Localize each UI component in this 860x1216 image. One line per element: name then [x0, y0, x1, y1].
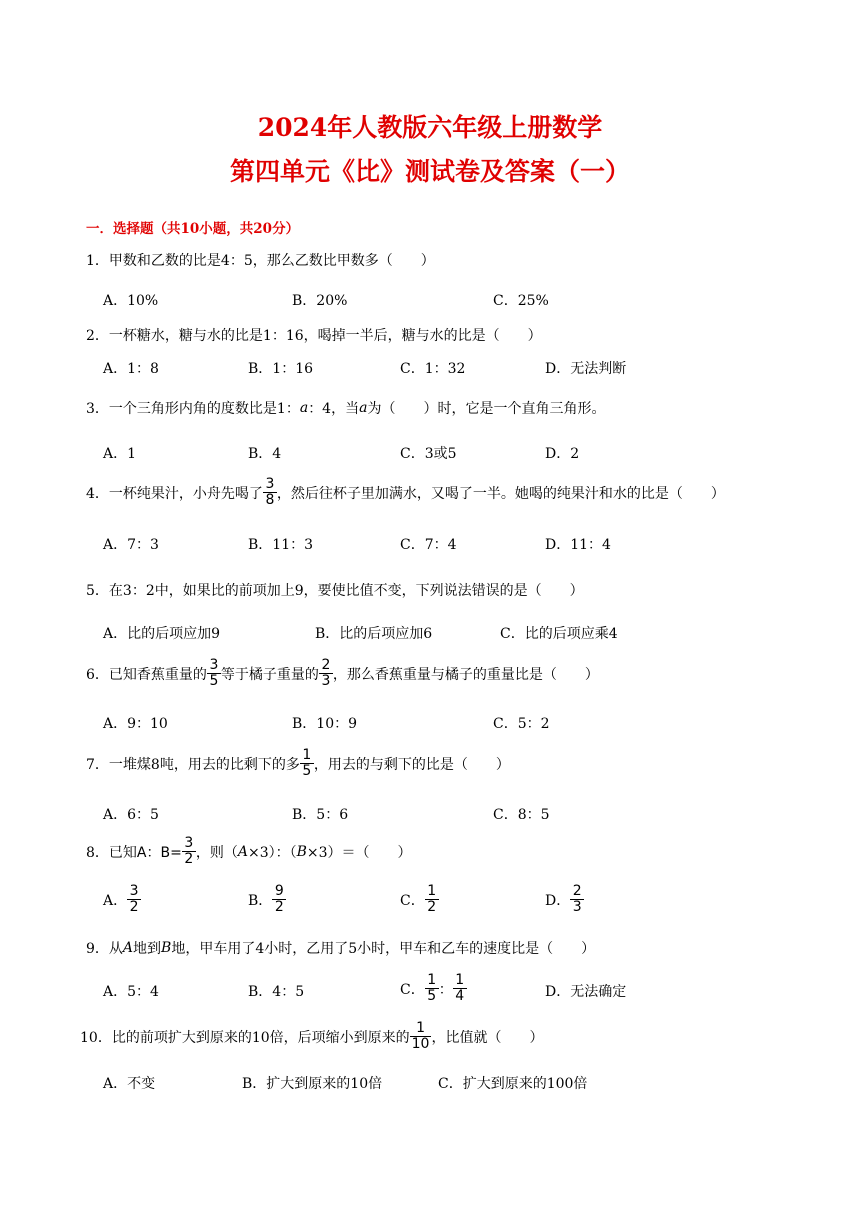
option-3a[interactable]: A．1	[103, 446, 137, 462]
option-6b[interactable]: B．10：9	[292, 716, 358, 732]
option-3d[interactable]: D．2	[545, 446, 580, 462]
question-9: 9．从 A 地到 B 地，甲车用了4小时，乙用了5小时，甲车和乙车的速度比是（ ）	[86, 940, 596, 957]
question-7: 7．一堆煤8吨，用去的比剩下的多 $\frac{1}{5}$ ，用去的与剩下的比是（ ）	[86, 747, 510, 779]
question-3: 3．一个三角形内角的度数比是1： a ：4，当 a 为（ ）时，它是一个直角三角形。	[86, 400, 606, 417]
fraction: $\frac{3}{2}$	[183, 836, 195, 867]
fraction: $\frac{2}{3}$	[320, 658, 332, 689]
option-2d[interactable]: D．无法判断	[545, 361, 627, 377]
option-9a[interactable]: A．5：4	[103, 984, 159, 1000]
question-8: 8．已知 A：B= $\frac{3}{2}$ ，则（ A ×3）：（ B ×3）＝（ ）	[86, 835, 412, 867]
option-4c[interactable]: C．7：4	[400, 537, 457, 553]
option-4b[interactable]: B．11：3	[248, 537, 314, 553]
option-1a[interactable]: A．10%	[103, 293, 159, 309]
option-8c[interactable]: C． $\frac{1}{2}$	[400, 884, 439, 915]
fraction: $\frac{2}{3}$	[571, 884, 583, 915]
option-9d[interactable]: D．无法确定	[545, 984, 627, 1000]
option-8d[interactable]: D． $\frac{2}{3}$	[545, 884, 584, 915]
fraction: $\frac{3}{8}$	[264, 477, 276, 508]
option-10a[interactable]: A．不变	[103, 1076, 156, 1092]
option-9c[interactable]: C． $\frac{1}{5}$ ： $\frac{1}{4}$	[400, 973, 467, 1004]
fraction: $\frac{9}{2}$	[273, 884, 285, 915]
question-4: 4．一杯纯果汁，小舟先喝了 $\frac{3}{8}$ ，然后往杯子里加满水，又喝了一半。她喝的纯果汁和水的比是（ ）	[86, 476, 725, 508]
option-7b[interactable]: B．5：6	[292, 807, 349, 823]
question-6: 6．已知香蕉重量的 $\frac{3}{5}$ 等于橘子重量的 $\frac{2}{3}$ ，那么香蕉重量与橘子的重量比是（ ）	[86, 657, 599, 689]
fraction: $\frac{3}{2}$	[128, 884, 140, 915]
question-10: 10．比的前项扩大到原来的10倍，后项缩小到原来的 $\frac{1}{10}$ ，比值就（ ）	[80, 1020, 544, 1052]
option-2c[interactable]: C．1：32	[400, 361, 466, 377]
option-3b[interactable]: B．4	[248, 446, 282, 462]
option-3c[interactable]: C．3或5	[400, 446, 457, 462]
question-2: 2．一杯糖水，糖与水的比是1：16，喝掉一半后，糖与水的比是（ ）	[86, 328, 542, 344]
option-6a[interactable]: A．9：10	[103, 716, 168, 732]
option-5b[interactable]: B．比的后项应加6	[315, 626, 433, 642]
fraction: $\frac{1}{5}$	[301, 748, 313, 779]
option-4a[interactable]: A．7：3	[103, 537, 159, 553]
fraction: $\frac{3}{5}$	[208, 658, 220, 689]
title-line-1: 2024年人教版六年级上册数学	[257, 113, 603, 142]
option-8b[interactable]: B． $\frac{9}{2}$	[248, 884, 286, 915]
option-5c[interactable]: C．比的后项应乘4	[500, 626, 618, 642]
fraction: $\frac{1}{4}$	[454, 973, 466, 1004]
fraction: $\frac{1}{10}$	[411, 1020, 430, 1052]
option-8a[interactable]: A． $\frac{3}{2}$	[103, 884, 141, 915]
option-7a[interactable]: A．6：5	[103, 807, 159, 823]
fraction: $\frac{1}{2}$	[426, 884, 438, 915]
option-2a[interactable]: A．1：8	[103, 361, 159, 377]
option-10b[interactable]: B．扩大到原来的10倍	[242, 1076, 383, 1092]
option-7c[interactable]: C．8：5	[493, 807, 550, 823]
option-4d[interactable]: D．11：4	[545, 537, 611, 553]
option-1c[interactable]: C．25%	[493, 293, 549, 309]
question-5: 5．在3：2中，如果比的前项加上9，要使比值不变，下列说法错误的是（ ）	[86, 583, 584, 599]
fraction: $\frac{1}{5}$	[426, 973, 438, 1004]
question-1: 1．甲数和乙数的比是4：5，那么乙数比甲数多（ ）	[86, 253, 435, 269]
option-2b[interactable]: B．1：16	[248, 361, 314, 377]
title-line-2: 第四单元《比》测试卷及答案（一）	[229, 157, 630, 186]
option-6c[interactable]: C．5：2	[493, 716, 550, 732]
option-10c[interactable]: C．扩大到原来的100倍	[438, 1076, 588, 1092]
section-heading: 一．选择题（共10小题，共20分）	[86, 221, 300, 237]
option-9b[interactable]: B．4：5	[248, 984, 305, 1000]
option-5a[interactable]: A．比的后项应加9	[103, 626, 221, 642]
option-1b[interactable]: B．20%	[292, 293, 348, 309]
